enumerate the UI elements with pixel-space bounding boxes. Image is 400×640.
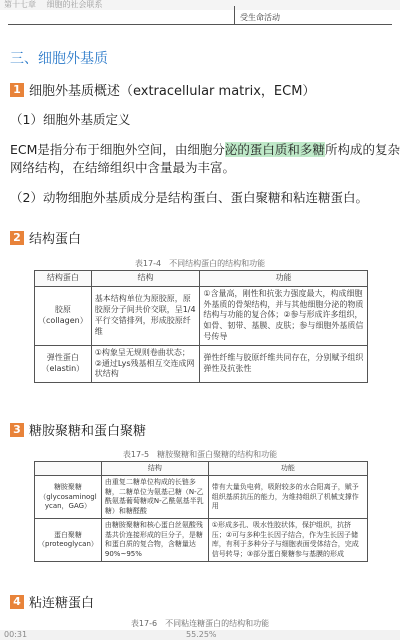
structure-cell: 由糖胺聚糖和核心蛋白丝氨酸残基共价连接形成的巨分子，是糖和蛋白质的复合物，含糖量达90%~95% [101, 519, 208, 562]
column-header: 功能 [208, 462, 367, 476]
column-header [35, 462, 102, 476]
heading-3 [10, 420, 146, 439]
name-cn: 胶原 [54, 304, 71, 314]
table-caption: 表17-6 不同粘连糖蛋白的结构和功能 [130, 619, 270, 628]
bottom-bar [0, 630, 400, 640]
name-en: （elastin） [41, 363, 85, 373]
chapter-number: 第十七章 [4, 0, 36, 9]
heading-text: 粘连糖蛋白 [29, 596, 95, 611]
molecule-name [35, 519, 102, 562]
column-header: 结构蛋白 [35, 271, 92, 287]
name-en: （glycosaminogl [39, 492, 97, 501]
definition-line-1[interactable] [10, 140, 400, 158]
definition-line-2: 网络结构，在结缔组织中含量最为丰富。 [10, 160, 236, 175]
table-header-row [35, 271, 368, 287]
molecule-name [35, 476, 102, 519]
table-bottom-border [8, 24, 392, 25]
heading-4 [10, 592, 94, 611]
table-row [35, 476, 368, 519]
heading-text: 细胞外基质概述（extracellular matrix，ECM） [29, 84, 316, 99]
heading-text: 糖胺聚糖和蛋白聚糖 [29, 424, 147, 439]
number-badge: 1 [10, 83, 24, 97]
table-divider [234, 6, 235, 24]
heading-1 [10, 80, 315, 99]
highlighted-text[interactable]: 泌的蛋白质和多糖 [224, 142, 325, 157]
structure-cell: 由重复二糖单位构成的长链多糖，二糖单位为氨基己糖（N-乙酰氨基葡萄糖或N-乙酰氨基半乳糖）和糖醛酸 [101, 476, 208, 519]
structural-protein-table [34, 270, 368, 383]
number-badge: 3 [10, 423, 24, 437]
chapter-title: 细胞的社会联系 [46, 0, 103, 9]
structure-cell: ①构象呈无规则卷曲状态；②通过Lys残基相互交连成网状结构 [91, 345, 200, 382]
structure-cell: 基本结构单位为原胶原，原胶原分子间共价交联，呈1/4平行交错排列，形成胶原纤维 [91, 286, 200, 345]
table-caption: 表17-4 不同结构蛋白的结构和功能 [134, 259, 266, 268]
table-row [35, 286, 368, 345]
clock: 00:31 [4, 630, 28, 639]
name-cn: 糖胺聚糖 [53, 483, 82, 492]
number-badge: 2 [10, 231, 24, 245]
previous-table-fragment [8, 6, 392, 24]
protein-name [35, 286, 92, 345]
heading-2 [10, 228, 81, 247]
function-cell: ①形成多孔、吸水性胶状体，保护组织，抗挤压；②可与多种生长因子结合，作为生长因子储库，有利于多种分子与细胞表面受体结合，完成信号转导；③部分蛋白聚糖参与基膜的形成 [208, 519, 367, 562]
function-cell: ①含量高，刚性和抗张力强度最大，构成细胞外基质的骨架结构，并与其他细胞分泌的物质结构与功能的复合体；②参与形成许多组织，如骨、韧带、基膜、皮肤；参与细胞外基质信号传导 [200, 286, 368, 345]
table-caption: 表17-5 糖胺聚糖和蛋白聚糖的结构和功能 [122, 450, 278, 459]
column-header: 结构 [101, 462, 208, 476]
column-header: 功能 [200, 271, 368, 287]
protein-name [35, 345, 92, 382]
definition-text: 所构成的复杂 [324, 142, 400, 157]
function-cell: 弹性纤维与胶原纤维共同存在，分别赋予组织弹性及抗张性 [200, 345, 368, 382]
column-header: 结构 [91, 271, 200, 287]
name-cn: 弹性蛋白 [46, 353, 79, 363]
name-en: （proteoglycan） [38, 540, 98, 549]
name-en: （collagen） [38, 315, 88, 325]
table-row [35, 519, 368, 562]
table-cell: 受生命活动 [240, 13, 280, 22]
table-row [35, 345, 368, 382]
name-en: ycan，GAG） [44, 502, 92, 511]
section-title: 三、细胞外基质 [10, 51, 108, 67]
function-cell: 带有大量负电荷，吸附较多的水合阳离子，赋予组织基质抗压的能力，为维持组织了机械支撑作用 [208, 476, 367, 519]
proteoglycan-table [34, 461, 368, 562]
name-cn: 蛋白聚糖 [53, 530, 82, 539]
table-header-row [35, 462, 368, 476]
number-badge: 4 [10, 595, 24, 609]
definition-text: ECM是指分布于细胞外空间，由细胞分 [10, 142, 225, 157]
reading-progress: 55.25% [186, 630, 217, 639]
subheading-definition: （1）细胞外基质定义 [10, 112, 131, 127]
subheading-composition: （2）动物细胞外基质成分是结构蛋白、蛋白聚糖和粘连糖蛋白。 [10, 190, 368, 205]
heading-text: 结构蛋白 [29, 232, 82, 247]
